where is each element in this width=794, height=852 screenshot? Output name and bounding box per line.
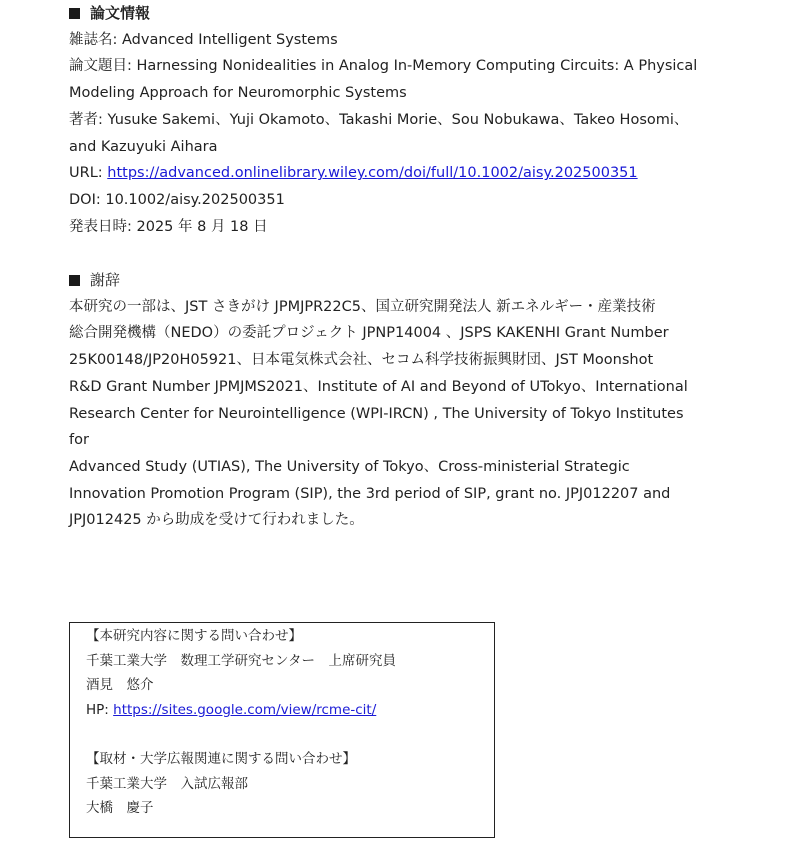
acknowledgment-line: JPJ012425 から助成を受けて行われました。	[69, 512, 364, 529]
acknowledgment-line: for	[69, 432, 89, 449]
contact-box	[69, 622, 495, 838]
paper-info-heading	[69, 0, 749, 27]
authors-line-2: and Kazuyuki Aihara	[69, 138, 218, 155]
contact-spacer	[86, 722, 494, 747]
acknowledgments-heading	[69, 267, 749, 294]
acknowledgment-line: Innovation Promotion Program (SIP), the 3rd period of SIP, grant no. JPJ012207 and	[69, 485, 671, 502]
square-bullet-icon	[69, 8, 80, 19]
paper-url-link[interactable]: https://advanced.onlinelibrary.wiley.com/doi/full/10.1002/aisy.202500351	[107, 165, 638, 182]
research-contact-organization: 千葉工業大学 数理工学研究センター 上席研究員	[86, 652, 396, 669]
journal-name: 雑誌名: Advanced Intelligent Systems	[69, 31, 338, 48]
url-row	[69, 160, 749, 187]
document-body	[69, 0, 749, 534]
acknowledgment-line: Advanced Study (UTIAS), The University of Tokyo、Cross-ministerial Strategic	[69, 458, 630, 475]
press-contact-heading: 【取材・大学広報関連に関する問い合わせ】	[86, 750, 356, 767]
square-bullet-icon	[69, 275, 80, 286]
acknowledgment-line: 25K00148/JP20H05921、日本電気株式会社、セコム科学技術振興財団、JST Moonshot	[69, 352, 654, 369]
paper-info-heading-text: 論文情報	[90, 4, 151, 22]
acknowledgment-line: 本研究の一部は、JST さきがけ JPMJPR22C5、国立研究開発法人 新エネルギー・産業技術	[69, 298, 656, 315]
press-contact-person: 大橋 慶子	[86, 800, 154, 817]
homepage-label: HP:	[86, 701, 114, 718]
homepage-link[interactable]: https://sites.google.com/view/rcme-cit/	[113, 701, 377, 718]
acknowledgments-heading-text: 謝辞	[90, 271, 121, 290]
section-spacer	[69, 240, 749, 267]
research-contact-heading: 【本研究内容に関する問い合わせ】	[86, 628, 302, 644]
publication-date: 発表日時: 2025 年 8 月 18 日	[69, 218, 268, 235]
press-contact-organization: 千葉工業大学 入試広報部	[86, 775, 248, 792]
research-contact-person: 酒見 悠介	[86, 677, 154, 694]
acknowledgment-line: Research Center for Neurointelligence (WPI-IRCN) , The University of Tokyo Institutes	[69, 405, 684, 422]
acknowledgment-line: 総合開発機構（NEDO）の委託プロジェクト JPNP14004 、JSPS KAKENHI Grant Number	[69, 325, 669, 342]
url-label: URL:	[69, 165, 108, 182]
paper-title-line-2: Modeling Approach for Neuromorphic Systems	[69, 85, 407, 102]
authors-line-1: 著者: Yusuke Sakemi、Yuji Okamoto、Takashi Morie、Sou Nobukawa、Takeo Hosomi、	[69, 111, 689, 128]
paper-title-line-1: 論文題目: Harnessing Nonidealities in Analog In-Memory Computing Circuits: A Physical	[69, 58, 698, 75]
doi: DOI: 10.1002/aisy.202500351	[69, 191, 285, 208]
homepage-row	[86, 698, 494, 723]
acknowledgment-line: R&D Grant Number JPMJMS2021、Institute of AI and Beyond of UTokyo、International	[69, 378, 688, 395]
